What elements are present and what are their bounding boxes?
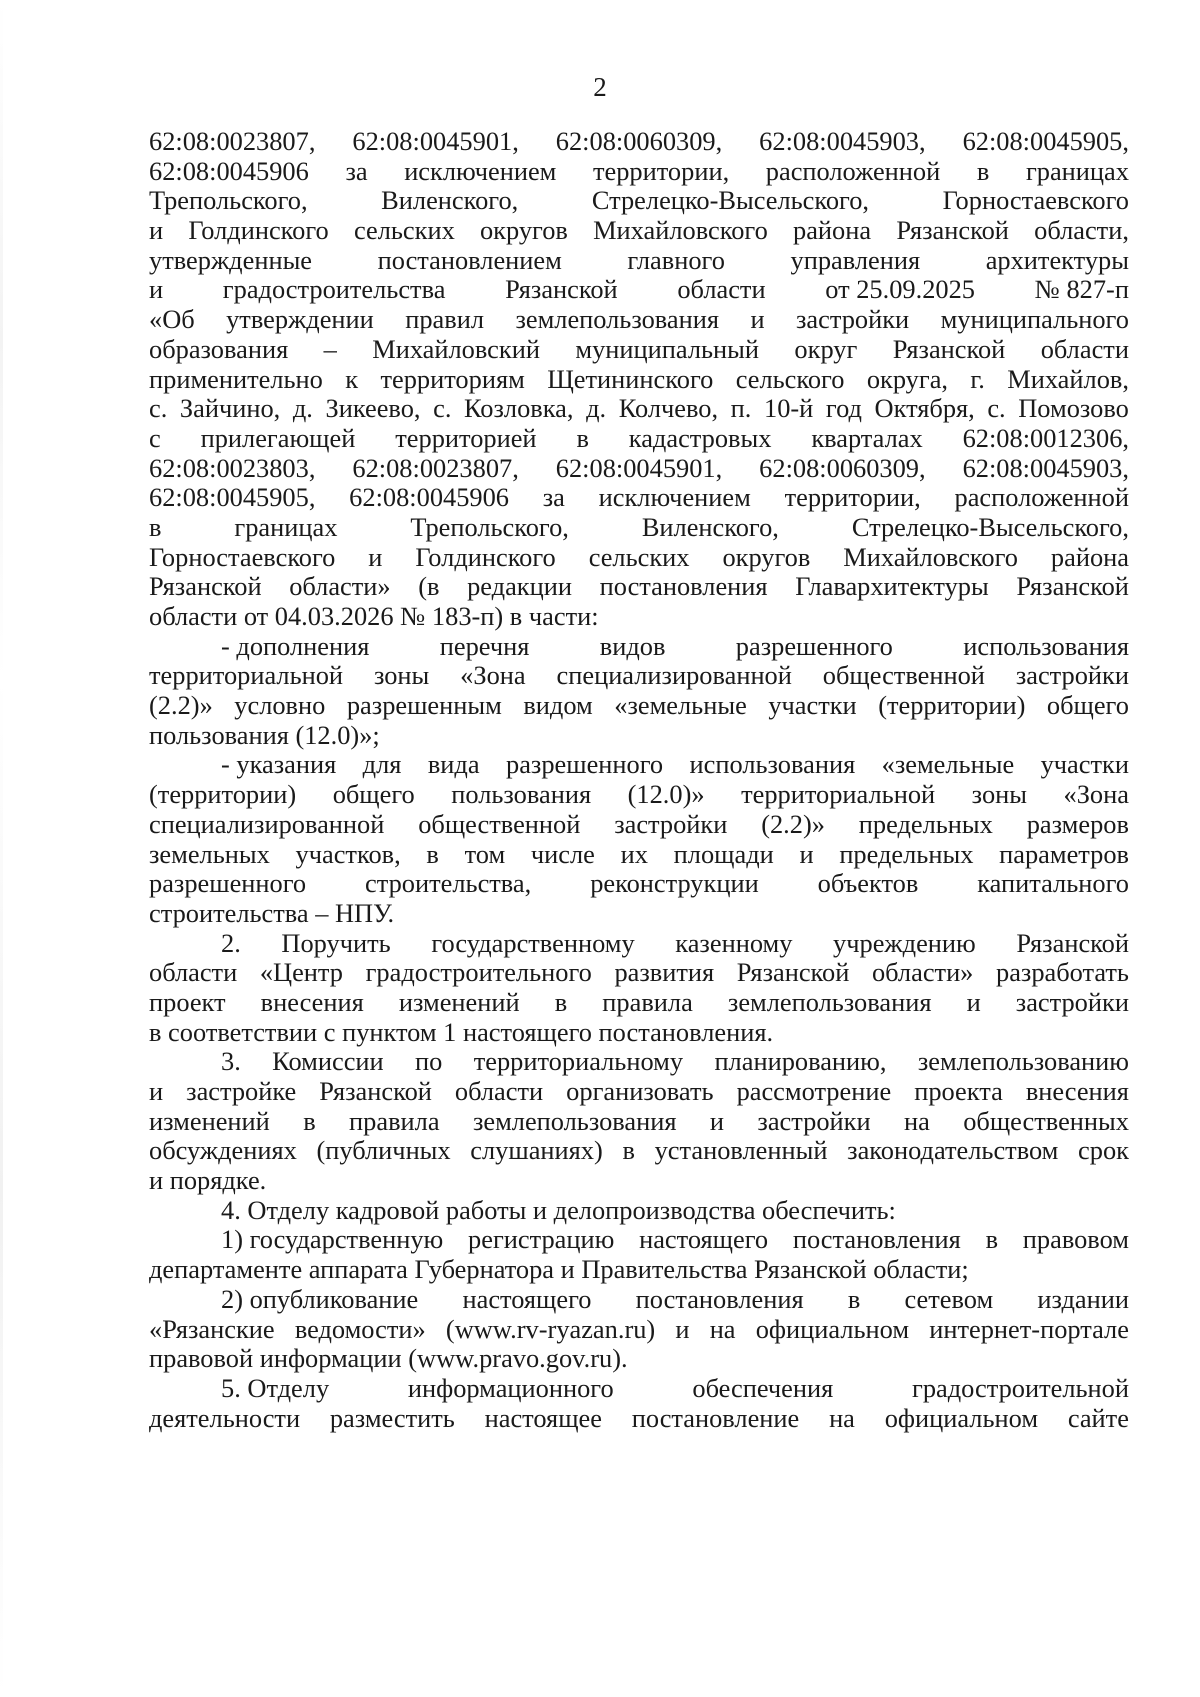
word: участков, bbox=[295, 838, 401, 869]
text-line: в соответствии с пунктом 1 настоящего постановления. bbox=[149, 1016, 774, 1047]
word: настоящего bbox=[462, 1283, 592, 1314]
word: сайте bbox=[1067, 1402, 1129, 1433]
word: деятельности bbox=[149, 1402, 301, 1433]
word: и bbox=[149, 1076, 164, 1106]
word: землепользования bbox=[472, 1105, 677, 1136]
word: в bbox=[303, 1105, 316, 1136]
word: территории, bbox=[784, 482, 921, 513]
text-line bbox=[149, 424, 1129, 454]
word: «Зона bbox=[460, 660, 526, 691]
text-line bbox=[149, 1136, 1129, 1166]
word: использования bbox=[963, 630, 1129, 661]
word: управления bbox=[790, 244, 921, 275]
word: общего bbox=[1046, 690, 1129, 721]
text-line bbox=[149, 394, 1129, 424]
word: проекта bbox=[914, 1076, 1003, 1106]
word: площади bbox=[673, 838, 774, 869]
word: сельских bbox=[353, 215, 455, 246]
word: постановления bbox=[635, 1283, 804, 1314]
word: Михайлов, bbox=[1007, 363, 1129, 394]
word: застройки bbox=[795, 304, 910, 335]
word: государственному bbox=[431, 927, 635, 958]
word: общественной bbox=[418, 808, 581, 839]
word: год bbox=[825, 393, 862, 424]
word: участки bbox=[768, 690, 857, 721]
text-line bbox=[149, 454, 1129, 484]
word: 62:08:0023807, bbox=[352, 452, 519, 483]
text-line bbox=[149, 661, 1129, 691]
word: 62:08:0045901, bbox=[352, 126, 519, 156]
word: проект bbox=[149, 986, 226, 1017]
word: реконструкции bbox=[590, 868, 759, 899]
word: 2. bbox=[221, 927, 241, 958]
word: строительства, bbox=[365, 868, 532, 899]
word: в bbox=[426, 838, 439, 869]
word: постановления bbox=[792, 1224, 961, 1255]
word: архитектуры bbox=[985, 244, 1129, 275]
word: застройки bbox=[1015, 660, 1129, 691]
word: предельных bbox=[858, 808, 993, 839]
word: округ bbox=[794, 333, 858, 364]
word: разрешенного bbox=[735, 630, 893, 661]
word: с bbox=[149, 422, 161, 453]
text-line bbox=[149, 1077, 1129, 1107]
text-line bbox=[149, 246, 1129, 276]
word: 62:08:0045906 bbox=[149, 155, 309, 186]
word: утвержденные bbox=[149, 244, 313, 275]
text-line bbox=[149, 543, 1129, 573]
word: Трепольского, bbox=[149, 185, 308, 216]
word: (www.rv-ryazan.ru) bbox=[445, 1313, 656, 1344]
text-line: правовой информации (www.pravo.gov.ru). bbox=[149, 1343, 628, 1374]
word: общественных bbox=[963, 1105, 1129, 1136]
word: и bbox=[750, 304, 765, 335]
word: «Центр bbox=[259, 957, 343, 988]
word: на bbox=[903, 1105, 930, 1136]
word: с. bbox=[149, 393, 168, 424]
text-line bbox=[149, 1225, 1129, 1255]
text-line bbox=[149, 1404, 1129, 1434]
word: ведомости» bbox=[294, 1313, 426, 1344]
word: общего bbox=[332, 779, 415, 810]
word: области» bbox=[289, 571, 391, 602]
word: «Зона bbox=[1063, 779, 1129, 810]
word: «земельные bbox=[614, 690, 747, 721]
word: Михайловского bbox=[843, 541, 1018, 572]
word: в bbox=[985, 1224, 999, 1255]
word: застройки bbox=[614, 808, 728, 839]
word: и bbox=[149, 274, 164, 305]
text-line bbox=[149, 572, 1129, 602]
word: сетевом bbox=[904, 1283, 994, 1314]
word: установленный bbox=[654, 1135, 828, 1166]
word: официальном bbox=[884, 1402, 1039, 1433]
word: (12.0)» bbox=[627, 779, 705, 810]
word: области bbox=[454, 1076, 544, 1106]
word: района bbox=[1050, 541, 1129, 572]
word: Михайловский bbox=[372, 333, 540, 364]
word: Главархитектуры bbox=[795, 571, 989, 602]
word: (2.2)» bbox=[761, 808, 825, 839]
word: 1) государственную bbox=[221, 1224, 444, 1255]
word: разрешенного bbox=[149, 868, 307, 899]
text-line bbox=[149, 1047, 1129, 1077]
word: застройке bbox=[186, 1076, 297, 1106]
text-line bbox=[149, 275, 1129, 305]
word: правил bbox=[405, 304, 485, 335]
text-line bbox=[149, 869, 1129, 899]
word: Виленского, bbox=[381, 185, 519, 216]
word: Козловка, bbox=[464, 393, 574, 424]
word: прилегающей bbox=[200, 422, 356, 453]
word: - дополнения bbox=[221, 630, 370, 661]
word: правила bbox=[602, 986, 693, 1017]
word: использования bbox=[689, 749, 856, 780]
word: 62:08:0045905, bbox=[149, 482, 316, 513]
word: внесения bbox=[1025, 1076, 1129, 1106]
word: пользования bbox=[451, 779, 592, 810]
word: разрешенным bbox=[346, 690, 502, 721]
word: постановление bbox=[631, 1402, 800, 1433]
word: в bbox=[622, 1135, 635, 1166]
text-line bbox=[149, 157, 1129, 187]
word: регистрацию bbox=[468, 1224, 615, 1255]
word: правовом bbox=[1022, 1224, 1129, 1255]
word: специализированной bbox=[556, 660, 792, 691]
word: рассмотрение bbox=[736, 1076, 892, 1106]
text-line bbox=[149, 513, 1129, 543]
word: Комиссии bbox=[272, 1046, 384, 1077]
word: внесения bbox=[260, 986, 364, 1017]
text-line bbox=[149, 127, 1129, 157]
word: вида bbox=[427, 749, 480, 780]
word: с. bbox=[987, 393, 1006, 424]
word: от 25.09.2025 bbox=[825, 274, 975, 305]
text-line bbox=[149, 840, 1129, 870]
word: слушаниях) bbox=[470, 1135, 603, 1166]
word: Горностаевского bbox=[942, 185, 1129, 216]
word: границах bbox=[1025, 155, 1129, 186]
word: 10-й bbox=[764, 393, 814, 424]
word: Рязанской bbox=[505, 274, 618, 305]
word: образования bbox=[149, 333, 289, 364]
word: - указания bbox=[221, 749, 337, 780]
text-line bbox=[149, 810, 1129, 840]
word: Рязанской bbox=[1016, 571, 1129, 602]
word: кадастровых bbox=[628, 422, 772, 453]
word: расположенной bbox=[954, 482, 1129, 513]
word: числе bbox=[530, 838, 595, 869]
word: условно bbox=[234, 690, 326, 721]
word: Щетининского bbox=[547, 363, 714, 394]
text-line: области от 04.03.2026 № 183-п) в части: bbox=[149, 601, 599, 631]
word: главного bbox=[627, 244, 725, 275]
text-line bbox=[149, 1107, 1129, 1137]
word: № 827-п bbox=[1034, 274, 1129, 305]
word: границах bbox=[234, 511, 338, 542]
word: обсуждениях bbox=[149, 1135, 297, 1166]
word: 62:08:0060309, bbox=[555, 126, 723, 156]
word: официальном bbox=[755, 1313, 910, 1344]
word: изменений bbox=[398, 986, 520, 1017]
word: организовать bbox=[566, 1076, 714, 1106]
word: земельных bbox=[149, 838, 270, 869]
word: градостроительного bbox=[365, 957, 592, 988]
word: и bbox=[368, 541, 383, 572]
word: Зикеево, bbox=[325, 393, 421, 424]
word: градостроительной bbox=[912, 1372, 1129, 1403]
word: за bbox=[542, 482, 565, 513]
word: района bbox=[793, 215, 872, 246]
word: законодательством bbox=[847, 1135, 1059, 1166]
word: застройки bbox=[757, 1105, 871, 1136]
word: сельских bbox=[588, 541, 690, 572]
word: постановлением bbox=[377, 244, 562, 275]
word: «земельные bbox=[881, 749, 1015, 780]
word: Рязанской bbox=[736, 957, 850, 988]
word: кварталах bbox=[811, 422, 923, 453]
word: Голдинского bbox=[188, 215, 329, 246]
word: 62:08:0012306, bbox=[962, 422, 1129, 453]
word: постановления bbox=[599, 571, 768, 602]
word: на bbox=[829, 1402, 855, 1433]
word: срок bbox=[1078, 1135, 1129, 1166]
word: 62:08:0045901, bbox=[555, 452, 723, 483]
word: территорией bbox=[395, 422, 537, 453]
word: Рязанской bbox=[896, 215, 1009, 246]
word: территориальной bbox=[741, 779, 936, 810]
word: в bbox=[976, 155, 990, 186]
word: Колчево, bbox=[618, 393, 719, 424]
word: территориальной bbox=[149, 660, 344, 691]
word: 62:08:0023807, bbox=[149, 126, 316, 156]
word: объектов bbox=[817, 868, 919, 899]
word: настоящего bbox=[639, 1224, 769, 1255]
text-line bbox=[149, 929, 1129, 959]
word: (территории) bbox=[149, 779, 297, 810]
word: обеспечения bbox=[692, 1372, 834, 1403]
word: изменений bbox=[149, 1105, 270, 1136]
word: территориям bbox=[380, 363, 525, 394]
word: землепользования bbox=[515, 304, 720, 335]
word: правила bbox=[349, 1105, 440, 1136]
word: их bbox=[620, 838, 648, 869]
word: и bbox=[675, 1313, 690, 1344]
word: к bbox=[345, 363, 359, 394]
text-line: и порядке. bbox=[149, 1165, 267, 1196]
word: округа, bbox=[866, 363, 949, 394]
text-line: строительства – НПУ. bbox=[149, 897, 395, 928]
text-line bbox=[149, 780, 1129, 810]
word: округов bbox=[479, 215, 568, 246]
word: интернет-портале bbox=[929, 1313, 1129, 1344]
word: муниципальный bbox=[575, 333, 760, 364]
word: за bbox=[345, 155, 368, 186]
word: Помозово bbox=[1018, 393, 1129, 424]
word: участки bbox=[1040, 749, 1129, 780]
word: области bbox=[1040, 333, 1129, 364]
word: видов bbox=[599, 630, 666, 661]
word: зоны bbox=[971, 779, 1027, 810]
word: Зайчино, bbox=[179, 393, 281, 424]
word: в bbox=[847, 1283, 861, 1314]
word: 5. Отделу bbox=[221, 1372, 330, 1403]
word: казенному bbox=[675, 927, 793, 958]
word: 62:08:0045905, bbox=[962, 126, 1129, 156]
word: Октября, bbox=[874, 393, 975, 424]
word: Рязанской bbox=[1016, 927, 1129, 958]
word: издании bbox=[1037, 1283, 1129, 1314]
word: округов bbox=[722, 541, 811, 572]
word: 62:08:0045903, bbox=[759, 126, 926, 156]
word: перечня bbox=[439, 630, 530, 661]
word: Стрелецко-Высельского, bbox=[591, 185, 870, 216]
word: сельского bbox=[735, 363, 845, 394]
word: размеров bbox=[1026, 808, 1129, 839]
word: Виленского, bbox=[641, 511, 779, 542]
text-line bbox=[149, 988, 1129, 1018]
word: исключением bbox=[404, 155, 557, 186]
word: Трепольского, bbox=[410, 511, 569, 542]
word: настоящее bbox=[484, 1402, 602, 1433]
word: Поручить bbox=[281, 927, 391, 958]
word: 62:08:0045906 bbox=[349, 482, 509, 513]
word: (2.2)» bbox=[149, 690, 213, 721]
text-line: департаменте аппарата Губернатора и Правительства Рязанской области; bbox=[149, 1254, 969, 1285]
word: для bbox=[362, 749, 402, 780]
scan-edge bbox=[0, 0, 3, 1697]
word: Михайловского bbox=[593, 215, 768, 246]
word: 62:08:0060309, bbox=[759, 452, 926, 483]
word: муниципального bbox=[940, 304, 1129, 335]
text-line bbox=[149, 1374, 1129, 1404]
word: утверждении bbox=[226, 304, 374, 335]
word: том bbox=[464, 838, 506, 869]
word: разработать bbox=[996, 957, 1129, 988]
word: учреждению bbox=[833, 927, 976, 958]
word: разместить bbox=[329, 1402, 455, 1433]
word: Рязанской bbox=[319, 1076, 432, 1106]
word: (территории) bbox=[878, 690, 1026, 721]
word: застройки bbox=[1015, 986, 1129, 1017]
word: редакции bbox=[467, 571, 572, 602]
text-line bbox=[149, 186, 1129, 216]
word: д. bbox=[586, 393, 607, 424]
text-line bbox=[149, 691, 1129, 721]
text-line bbox=[149, 335, 1129, 365]
text-line bbox=[149, 958, 1129, 988]
text-line: пользования (12.0)»; bbox=[149, 719, 380, 750]
word: исключением bbox=[598, 482, 751, 513]
text-line bbox=[149, 750, 1129, 780]
word: (в bbox=[418, 571, 440, 602]
page-number: 2 bbox=[593, 72, 607, 102]
word: области bbox=[149, 957, 238, 988]
word: применительно bbox=[149, 363, 323, 394]
document-body bbox=[149, 127, 1129, 1433]
word: и bbox=[149, 215, 164, 246]
word: параметров bbox=[999, 838, 1129, 869]
word: «Об bbox=[149, 304, 195, 335]
word: (публичных bbox=[316, 1135, 451, 1166]
word: 62:08:0045903, bbox=[962, 452, 1129, 483]
word: и bbox=[709, 1105, 725, 1136]
word: землепользованию bbox=[917, 1046, 1129, 1077]
word: в bbox=[576, 422, 589, 453]
word: области, bbox=[1034, 215, 1129, 246]
word: в bbox=[554, 986, 568, 1017]
word: области bbox=[677, 274, 766, 305]
word: общественной bbox=[822, 660, 985, 691]
word: градостроительства bbox=[222, 274, 446, 305]
word: Горностаевского bbox=[149, 541, 336, 572]
word: области» bbox=[871, 957, 974, 988]
word: в bbox=[149, 511, 162, 542]
word: Голдинского bbox=[415, 541, 556, 572]
word: территории, bbox=[592, 155, 730, 186]
word: предельных bbox=[839, 838, 974, 869]
word: разрешенного bbox=[506, 749, 664, 780]
word: территориальному bbox=[473, 1046, 684, 1077]
word: д. bbox=[292, 393, 313, 424]
text-line bbox=[149, 365, 1129, 395]
word: «Рязанские bbox=[149, 1313, 275, 1344]
word: землепользования bbox=[727, 986, 932, 1017]
text-line bbox=[149, 1315, 1129, 1345]
word: развития bbox=[614, 957, 715, 988]
text-line bbox=[149, 632, 1129, 662]
word: 2) опубликование bbox=[221, 1283, 419, 1314]
word: зоны bbox=[373, 660, 430, 691]
word: специализированной bbox=[149, 808, 385, 839]
word: г. bbox=[970, 363, 985, 394]
word: и bbox=[799, 838, 814, 869]
word: Рязанской bbox=[149, 571, 262, 602]
word: на bbox=[709, 1313, 736, 1344]
word: Стрелецко-Высельского, bbox=[851, 511, 1129, 542]
text-line bbox=[149, 216, 1129, 246]
word: расположенной bbox=[765, 155, 941, 186]
word: информационного bbox=[407, 1372, 614, 1403]
word: капитального bbox=[977, 868, 1129, 899]
word: – bbox=[323, 333, 337, 364]
word: 62:08:0023803, bbox=[149, 452, 316, 483]
text-line bbox=[149, 1285, 1129, 1315]
word: 3. bbox=[221, 1046, 241, 1077]
word: с. bbox=[433, 393, 452, 424]
word: п. bbox=[730, 393, 752, 424]
word: планированию, bbox=[714, 1046, 887, 1077]
word: по bbox=[415, 1046, 443, 1077]
text-line bbox=[149, 305, 1129, 335]
text-line: 4. Отделу кадровой работы и делопроизводства обеспечить: bbox=[221, 1194, 896, 1225]
text-line bbox=[149, 483, 1129, 513]
word: Рязанской bbox=[892, 333, 1006, 364]
word: и bbox=[966, 986, 981, 1017]
word: видом bbox=[523, 690, 593, 721]
